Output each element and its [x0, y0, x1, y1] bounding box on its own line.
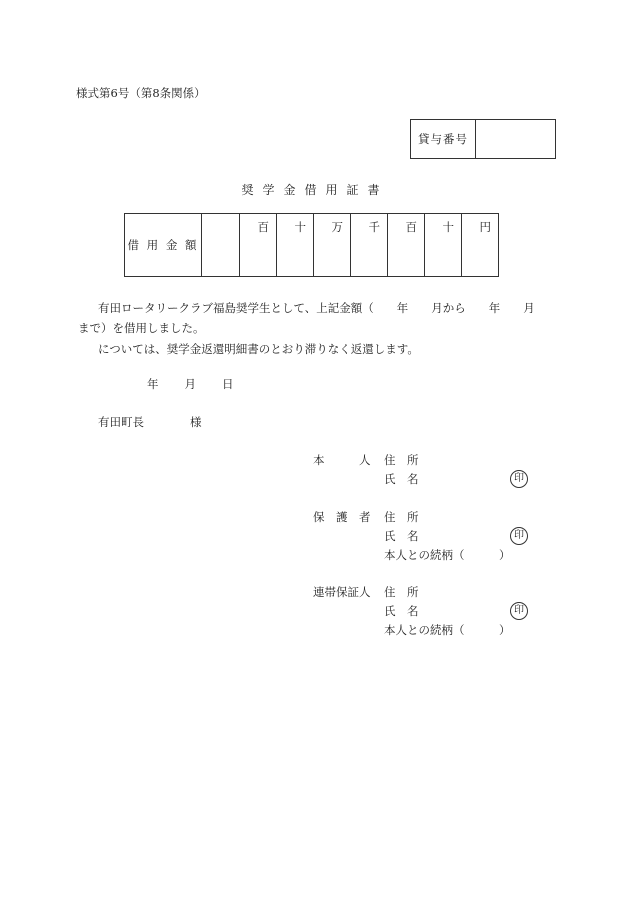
addressee: 有田町長 様 [98, 415, 202, 429]
guardian-seal-mark: 印 [510, 527, 528, 545]
guardian-address-label: 住 所 [384, 510, 419, 524]
amount-cell-ten-thousand[interactable]: 万 [314, 214, 351, 277]
page-title: 奨学金借用証書 [241, 183, 389, 197]
self-address-label: 住 所 [384, 453, 419, 467]
self-role: 本 人 [313, 453, 371, 467]
amount-cell-yen[interactable]: 円 [462, 214, 499, 277]
guardian-role: 保 護 者 [313, 510, 371, 524]
guarantor-seal-mark: 印 [510, 602, 528, 620]
amount-cell-hundred-million[interactable]: 百 [240, 214, 277, 277]
guardian-name-label: 氏 名 [384, 529, 419, 543]
loan-number-field[interactable] [476, 120, 555, 158]
body-line-3: については、奨学金返還明細書のとおり滞りなく返還します。 [98, 342, 419, 356]
amount-table [124, 213, 499, 277]
guarantor-name-label: 氏 名 [384, 604, 419, 618]
date-year: 年 [147, 377, 159, 391]
amount-cell-ten-million[interactable]: 十 [277, 214, 314, 277]
date-day: 日 [222, 377, 234, 391]
body-line-1: 有田ロータリークラブ福島奨学生として、上記金額（ 年 月から 年 月 [98, 301, 535, 315]
amount-label: 借 用 金 額 [125, 214, 202, 277]
form-number: 様式第6号（第8条関係） [76, 86, 206, 100]
date-month: 月 [184, 377, 196, 391]
guarantor-address-label: 住 所 [384, 585, 419, 599]
amount-cell-ten[interactable]: 十 [425, 214, 462, 277]
loan-number-label: 貸与番号 [411, 120, 476, 158]
amount-cell-thousand[interactable]: 千 [351, 214, 388, 277]
guardian-relation-label: 本人との続柄（ ） [384, 548, 511, 562]
amount-cell-blank[interactable] [202, 214, 240, 277]
self-name-label: 氏 名 [384, 472, 419, 486]
guarantor-role: 連帯保証人 [313, 585, 371, 599]
guarantor-relation-label: 本人との続柄（ ） [384, 623, 511, 637]
body-line-2: まで）を借用しました。 [78, 321, 205, 335]
loan-number-box [410, 119, 556, 159]
amount-cell-hundred[interactable]: 百 [388, 214, 425, 277]
date-line [147, 376, 234, 392]
self-seal-mark: 印 [510, 470, 528, 488]
